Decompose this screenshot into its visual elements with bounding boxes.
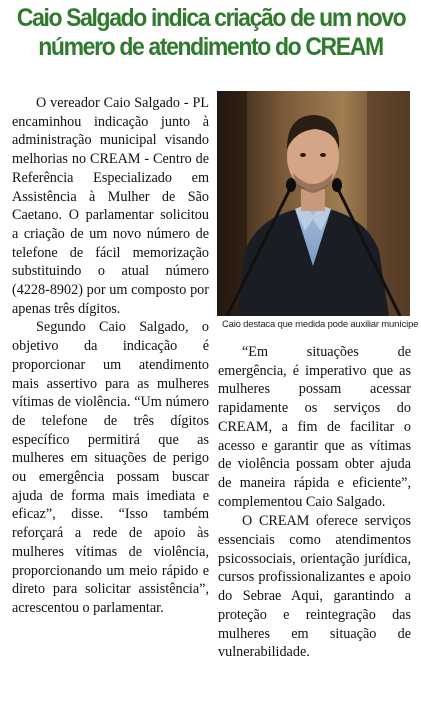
speaker-photo-illustration xyxy=(217,91,410,316)
paragraph-4: O CREAM oferece serviços essenciais como atendimentos psicossociais, orientação jurídica, cursos profissionalizantes e apoio do Sebrae Aqui, garantindo a proteção e reintegração das mulheres em situação de vulnerabilidade. xyxy=(218,513,411,661)
headline-line-1: Caio Salgado indica criação de um novo xyxy=(16,4,406,32)
article-headline xyxy=(17,4,404,62)
paragraph-1: O vereador Caio Salgado - PL encaminhou indicação junto à administração municipal visando melhorias no CREAM - Centro de Referência Especializado em Assistência à Mulher de São Caetano. O parlamentar solicitou a criação de um novo número de telefone de fácil memorização substituindo o atual número (4228-8902) por um composto por apenas três dígitos. xyxy=(12,95,209,317)
photo-caio-salgado xyxy=(217,91,410,316)
paragraph-3: “Em situações de emergência, é imperativo que as mulheres possam acessar rapidamente os serviços do CREAM, a fim de facilitar o acesso e garantir que as vítimas de violência possam obter ajuda de maneira rápida e eficiente”, complementou Caio Salgado. xyxy=(218,344,411,510)
left-column xyxy=(12,94,209,618)
photo-caption: Caio destaca que medida pode auxiliar munícipe xyxy=(222,319,419,330)
paragraph-2: Segundo Caio Salgado, o objetivo da indicação é proporcionar um atendimento mais assertivo para as mulheres vítimas de violência. “Um número de telefone de três dígitos específico permitirá que as mulheres em situações de perigo ou emergência possam buscar ajuda de forma mais imediata e eficaz”, disse. “Isso também reforçará a rede de apoio às mulheres vítimas de violência, proporcionando um meio rápido e direto para solicitar assistência”, acrescentou o parlamentar. xyxy=(12,319,209,616)
headline-line-2: número de atendimento do CREAM xyxy=(38,33,383,61)
right-column xyxy=(218,343,411,662)
